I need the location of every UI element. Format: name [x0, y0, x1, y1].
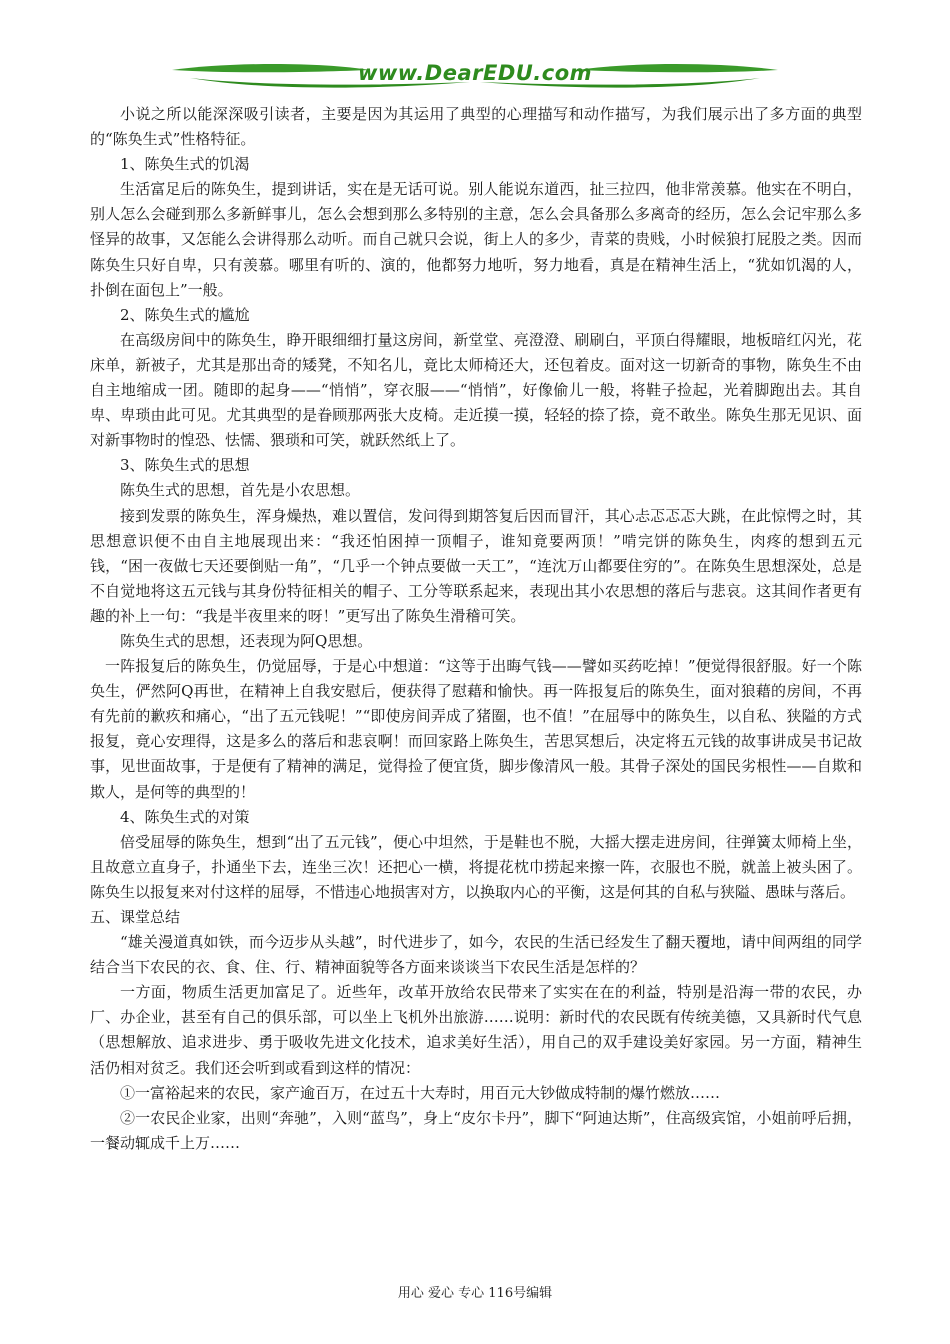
section-heading-1: 1、陈奂生式的饥渴 [120, 155, 250, 174]
page-header [170, 56, 780, 96]
paragraph: 陈奂生式的思想，还表现为阿Q思想。 [120, 631, 373, 650]
list-item: ①一富裕起来的农民，家产逾百万，在过五十大寿时，用百元大钞做成特制的爆竹燃放…… [120, 1083, 721, 1102]
document-body [90, 102, 862, 1156]
section-heading-summary: 五、课堂总结 [90, 908, 181, 926]
paragraph: 在高级房间中的陈奂生，睁开眼细细打量这房间，新堂堂、亮澄澄、刷刷白，平顶白得耀眼，地板暗红闪光，花床单，新被子，尤其是那出奇的矮凳，不知名儿，竟比太师椅还大，还包着皮。面对这一切新奇的事物，陈奂生不由自主地缩成一团。随即的起身——“悄悄”，穿衣服——“悄悄”，好像偷儿一般，将鞋子捡起，光着脚跑出去。其自卑、卑琐由此可见。尤其典型的是眷顾那两张大皮椅。走近摸一摸，轻轻的捺了捺，竟不敢坐。陈奂生那无见识、面对新事物时的惶恐、怯懦、猥琐和可笑，就跃然纸上了。 [90, 330, 862, 450]
section-heading-4: 4、陈奂生式的对策 [120, 807, 250, 826]
paragraph: 接到发票的陈奂生，浑身燥热，难以置信，发问得到期答复后因而冒汗，其心忐忑忑忑大跳，在此惊愕之时，其思想意识便不由自主地展现出来：“我还怕困掉一顶帽子，谁知竟要两顶！”啃完饼的陈奂生，肉疼的想到五元钱，“困一夜做七天还要倒贴一角”，“几乎一个钟点要做一天工”，“连沈万山都要住穷的”。在陈奂生思想深处，总是不自觉地将这五元钱与其身份特征相关的帽子、工分等联系起来，表现出其小农思想的落后与悲哀。这其间作者更有趣的补上一句：“我是半夜里来的呀！”更写出了陈奂生滑稽可笑。 [90, 506, 862, 625]
paragraph: 一阵报复后的陈奂生，仍觉屈辱，于是心中想道：“这等于出晦气钱——譬如买药吃掉！”便觉得很舒服。好一个陈奂生，俨然阿Q再世，在精神上自我安慰后，便获得了慰藉和愉快。再一阵报复后的陈奂生，面对狼藉的房间，不再有先前的歉疚和痛心，“出了五元钱呢！”“即使房间弄成了猪圈，也不值！”在屈辱中的陈奂生，以自私、狭隘的方式报复，竟心安理得，这是多么的落后和悲哀啊！而回家路上陈奂生，苦思冥想后，决定将五元钱的故事讲成吴书记故事，见世面故事，于是便有了精神的满足，觉得捡了便宜货，脚步像清风一般。其骨子深处的国民劣根性——自欺和欺人，是何等的典型的！ [90, 657, 862, 801]
paragraph: 倍受屈辱的陈奂生，想到“出了五元钱”，便心中坦然，于是鞋也不脱，大摇大摆走进房间，往弹簧太师椅上坐，且故意立直身子，扑通坐下去，连坐三次！还把心一横，将提花枕巾捞起来擦一阵，衣服也不脱，就盖上被头困了。陈奂生以报复来对付这样的屈辱，不惜违心地损害对方，以换取内心的平衡，这是何其的自私与狭隘、愚昧与落后。 [90, 832, 862, 901]
section-heading-2: 2、陈奂生式的尴尬 [120, 305, 250, 324]
paragraph: “雄关漫道真如铁，而今迈步从头越”，时代进步了，如今，农民的生活已经发生了翻天覆地，请中间两组的同学结合当下农民的衣、食、住、行、精神面貌等各方面来谈谈当下农民生活是怎样的？ [90, 933, 862, 977]
page-footer: 用心 爱心 专心 116号编辑 [397, 1286, 553, 1301]
section-heading-3: 3、陈奂生式的思想 [120, 456, 250, 475]
paragraph: 生活富足后的陈奂生，提到讲话，实在是无话可说。别人能说东道西，扯三拉四，他非常羡慕。他实在不明白，别人怎么会碰到那么多新鲜事儿，怎么会想到那么多特别的主意，怎么会具备那么多离奇的经历，怎么会记牢那么多怪异的故事，又怎能么会讲得那么动听。而自己就只会说，街上人的多少，青菜的贵贱，小时候狼打屁股之类。因而陈奂生只好自卑，只有羡慕。哪里有听的、演的，他都努力地听，努力地看，真是在精神生活上，“犹如饥渴的人，扑倒在面包上”一般。 [90, 180, 862, 299]
paragraph: 陈奂生式的思想，首先是小农思想。 [120, 481, 361, 500]
paragraph: 一方面，物质生活更加富足了。近些年，改革开放给农民带来了实实在在的利益，特别是沿海一带的农民，办厂、办企业，甚至有自己的俱乐部，可以坐上飞机外出旅游……说明：新时代的农民既有传统美德，又具新时代气息（思想解放、追求进步、勇于吸收先进文化技术，追求美好生活），用自己的双手建设美好家园。另一方面，精神生活仍相对贫乏。我们还会听到或看到这样的情况： [90, 983, 862, 1077]
site-logo-text: www.DearEDU.com [357, 61, 593, 85]
list-item: ②一农民企业家，出则“奔驰”，入则“蓝鸟”，身上“皮尔卡丹”，脚下“阿迪达斯”，住高级宾馆，小姐前呼后拥，一餐动辄成千上万…… [90, 1108, 862, 1152]
paragraph-intro: 小说之所以能深深吸引读者，主要是因为其运用了典型的心理描写和动作描写，为我们展示出了多方面的典型的“陈奂生式”性格特征。 [90, 105, 862, 149]
